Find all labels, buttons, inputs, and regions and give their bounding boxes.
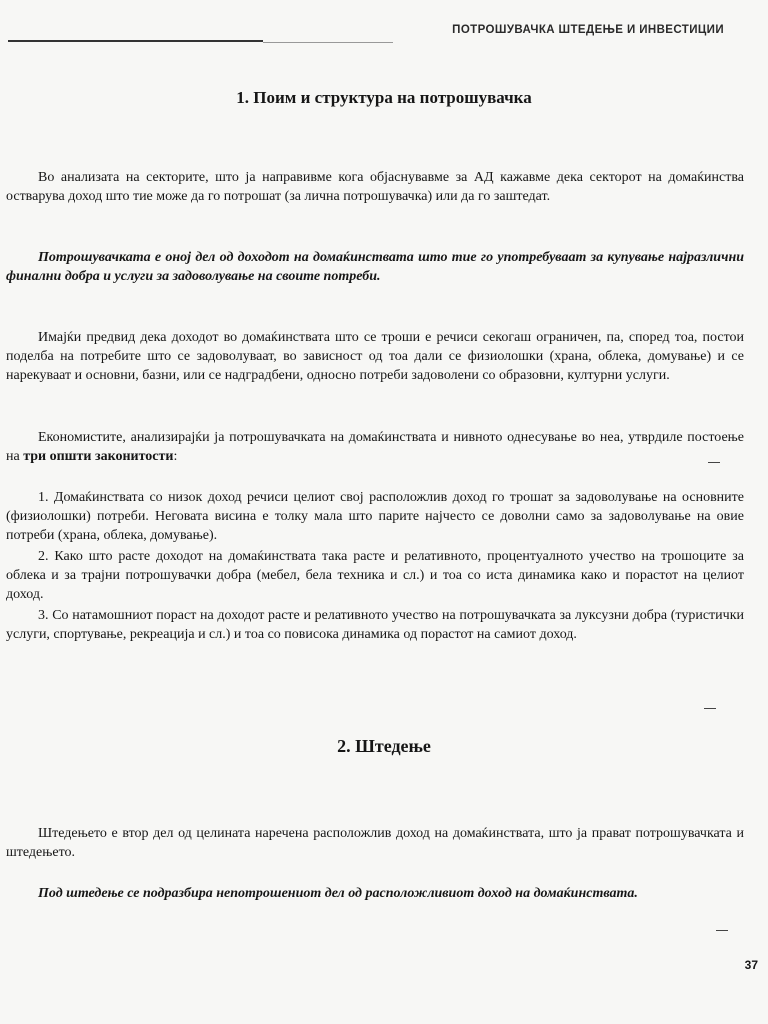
saving-definition: Под штедење се подразбира непотрошениот дел од расположливиот доход на домаќинствата. — [38, 886, 638, 901]
section-2-intro: Штедењето е втор дел од целината наречена расположлив доход на домаќинствата, што ја прават потрошувачката и штедењето. — [6, 826, 744, 860]
law-item-2: 2. Како што расте доходот на домаќинствата така расте и релативното, процентуалното учество на трошоците за облека и за трајни потрошувачки добра (мебел, бела техника и сл.) и тоа со иста динамика како и порастот на целиот доход. — [6, 549, 744, 602]
header-rule — [8, 40, 263, 42]
running-header: ПОТРОШУВАЧКА ШТЕДЕЊЕ И ИНВЕСТИЦИИ — [452, 24, 724, 36]
margin-mark — [708, 462, 720, 463]
needs-paragraph: Имајќи предвид дека доходот во домаќинствата што се троши е речиси секогаш ограничен, па, според тоа, постои поделба на потребите што се задоволуваат, во зависност од тоа дали се физиолошки (храна, облека, домување) и се нарекуваат и основни, базни, или се надградбени, односно потреби задоволени со образовни, културни услуги. — [6, 330, 744, 383]
laws-intro-colon: : — [173, 449, 178, 464]
section-1-title: 1. Поим и структура на потрошувачка — [236, 88, 532, 107]
laws-intro-bold: три општи законитости — [23, 449, 174, 464]
margin-mark — [716, 930, 728, 931]
margin-mark — [704, 708, 716, 709]
laws-intro-text: Економистите, анализирајќи ја потрошувачката на домаќинствата и нивното однесување во неа, утврдиле постоење на — [6, 430, 744, 464]
page-number: 37 — [744, 958, 758, 972]
consumption-definition: Потрошувачката е оној дел од доходот на домаќинствата што тие го употребуваат за купување најразлични финални добра и услуги за задоволување на своите потреби. — [6, 250, 744, 284]
header-rule-faint — [263, 42, 393, 43]
section-2-title: 2. Штедење — [337, 736, 431, 756]
law-item-3: 3. Со натамошниот пораст на доходот расте и релативното учество на потрошувачката за луксузни добра (туристички услуги, спортување, рекреација и сл.) и тоа со повисока динамика од порастот на самиот доход. — [6, 608, 744, 642]
laws-intro — [6, 428, 744, 466]
section-1-intro: Во анализата на секторите, што ја направивме кога објаснувавме за АД кажавме дека секторот на домаќинства остварува доход што тие може да го потрошат (за лична потрошувачка) или да го заштедат. — [6, 170, 744, 204]
law-item-1: 1. Домаќинствата со низок доход речиси целиот свој расположлив доход го трошат за задоволување на основните (физиолошки) потреби. Неговата висина е толку мала што парите најчесто се доволни само за задоволување на овие потреби (храна, облека, домување). — [6, 490, 744, 543]
